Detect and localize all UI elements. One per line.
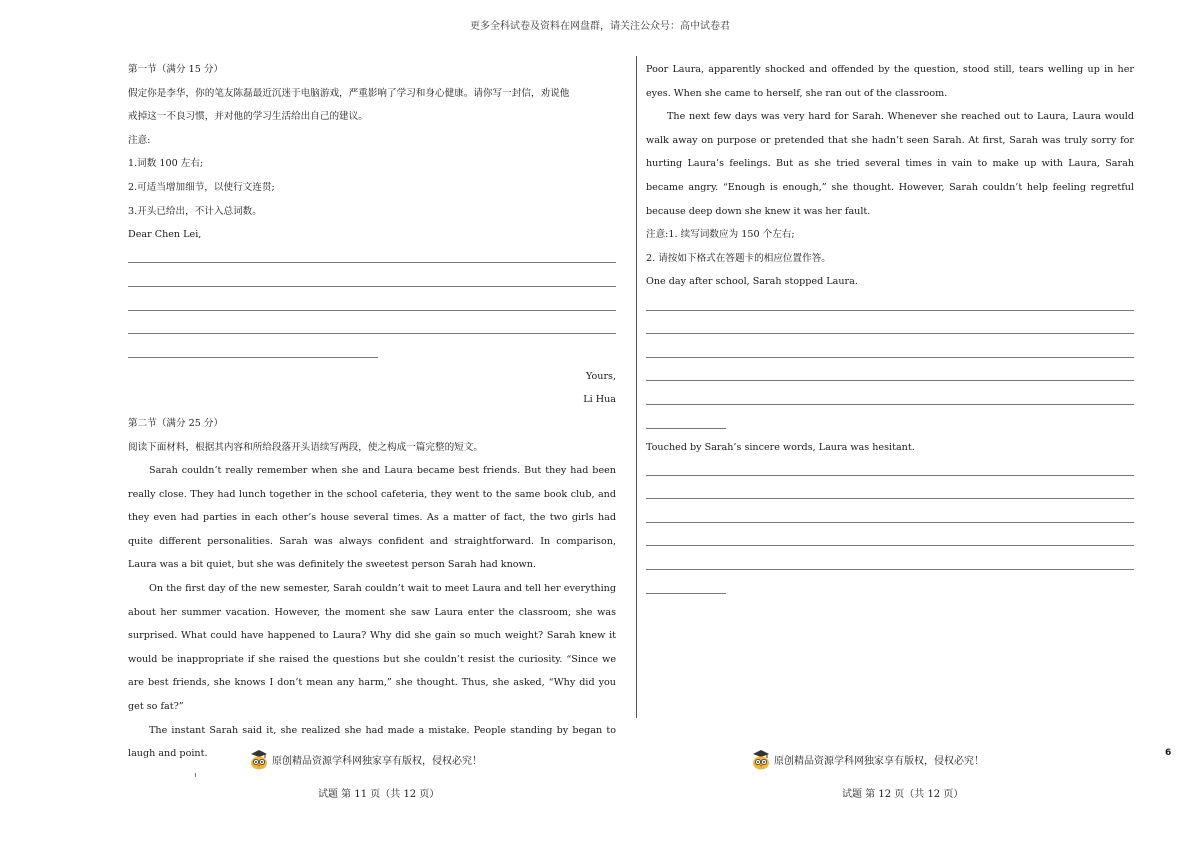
answer-line[interactable] — [646, 318, 1134, 342]
answer-line[interactable] — [128, 247, 616, 271]
answer-line-short[interactable] — [646, 412, 726, 436]
answer-line[interactable] — [128, 270, 616, 294]
right-column — [646, 58, 1134, 601]
answer-line[interactable] — [646, 483, 1134, 507]
answer-line[interactable] — [646, 530, 1134, 554]
owl-mascot-icon — [249, 748, 269, 770]
column-divider — [636, 56, 637, 718]
page-number-right: 试题 第 12 页（共 12 页） — [842, 789, 964, 800]
answer-line-short[interactable] — [128, 341, 378, 365]
notes-label: 注意: — [128, 134, 151, 146]
answer-line[interactable] — [128, 318, 616, 342]
section1-prompt-line1: 假定你是李华，你的笔友陈磊最近沉迷于电脑游戏，严重影响了学习和身心健康。请你写一封信，劝说他 — [128, 87, 570, 99]
note-3: 3.开头已给出，不计入总词数。 — [128, 205, 262, 217]
note-2: 2.可适当增加细节，以使行文连贯; — [128, 181, 275, 193]
story-paragraph-5: The next few days was very hard for Sarah. Whenever she reached out to Laura, Laura would walk away on purpose or pretended that she hadn’t seen Sarah. At first, Sarah was truly sorry for hurting Laura’s feelings. But as she tried several times in vain to make up with Laura, Sarah became angry. “Enough is enough,” she thought. However, Sarah couldn’t help feeling regretful because deep down she knew it was her fault. — [646, 111, 1134, 217]
note-1: 1.词数 100 左右; — [128, 158, 204, 170]
continuation-note-1: 注意:1. 续写词数应为 150 个左右; — [646, 229, 795, 241]
copyright-notice-left — [249, 748, 482, 770]
section1-prompt-line2: 戒掉这一不良习惯，并对他的学习生活给出自己的建议。 — [128, 111, 368, 123]
letter-closing: Yours, — [585, 370, 616, 382]
owl-mascot-icon — [751, 748, 771, 770]
copyright-text: 原创精品资源学科网独家享有版权，侵权必究！ — [272, 755, 482, 767]
paragraph-opening-2: Touched by Sarah’s sincere words, Laura was hesitant. — [646, 441, 915, 453]
story-paragraph-4: Poor Laura, apparently shocked and offended by the question, stood still, tears welling up in her eyes. When she came to herself, she ran out of the classroom. — [646, 64, 1134, 99]
left-column — [128, 58, 616, 766]
page-header: 更多全科试卷及资料在网盘群，请关注公众号：高中试卷君 — [470, 21, 730, 32]
section2-title: 第二节（满分 25 分） — [128, 417, 224, 429]
continuation-note-2: 2. 请按如下格式在答题卡的相应位置作答。 — [646, 252, 831, 264]
story-paragraph-2: On the first day of the new semester, Sarah couldn’t wait to meet Laura and tell her everything about her summer vacation. However, the moment she saw Laura enter the classroom, she was surprised. What could have happened to Laura? Why did she gain so much weight? Sarah knew it would be inappropriate if she raised the questions but she couldn’t resist the curiosity. “Since we are best friends, she knows I don’t mean any harm,” she thought. Thus, she asked, “Why did you get so fat?” — [128, 583, 616, 713]
paragraph-opening-1: One day after school, Sarah stopped Laura. — [646, 276, 858, 288]
answer-line[interactable] — [646, 365, 1134, 389]
answer-line[interactable] — [646, 388, 1134, 412]
story-paragraph-1: Sarah couldn’t really remember when she and Laura became best friends. But they had been really close. They had lunch together in the school cafeteria, they went to the same book club, and they even had parties in each other’s house several times. As a matter of fact, the two girls had quite different personalities. Sarah was always confident and straightforward. In comparison, Laura was a bit quiet, but she was definitely the sweetest person Sarah had known. — [128, 465, 616, 571]
answer-line[interactable] — [646, 294, 1134, 318]
section1-title: 第一节（满分 15 分） — [128, 64, 224, 75]
copyright-notice-right — [751, 748, 984, 770]
answer-line-short[interactable] — [646, 577, 726, 601]
section2-instruction: 阅读下面材料，根据其内容和所给段落开头语续写两段，使之构成一篇完整的短文。 — [128, 441, 483, 453]
scan-artifact — [195, 773, 196, 777]
answer-line[interactable] — [646, 506, 1134, 530]
letter-signature: Li Hua — [583, 394, 616, 406]
answer-line[interactable] — [128, 294, 616, 318]
answer-line[interactable] — [646, 341, 1134, 365]
answer-line[interactable] — [646, 459, 1134, 483]
copyright-text: 原创精品资源学科网独家享有版权，侵权必究！ — [774, 755, 984, 767]
letter-salutation: Dear Chen Lei, — [128, 229, 202, 241]
answer-line[interactable] — [646, 553, 1134, 577]
story-paragraph-3: The instant Sarah said it, she realized she had made a mistake. People standing by began to laugh and point. — [128, 724, 616, 760]
page-number-left: 试题 第 11 页（共 12 页） — [318, 789, 440, 800]
corner-number: 6 — [1165, 748, 1172, 758]
